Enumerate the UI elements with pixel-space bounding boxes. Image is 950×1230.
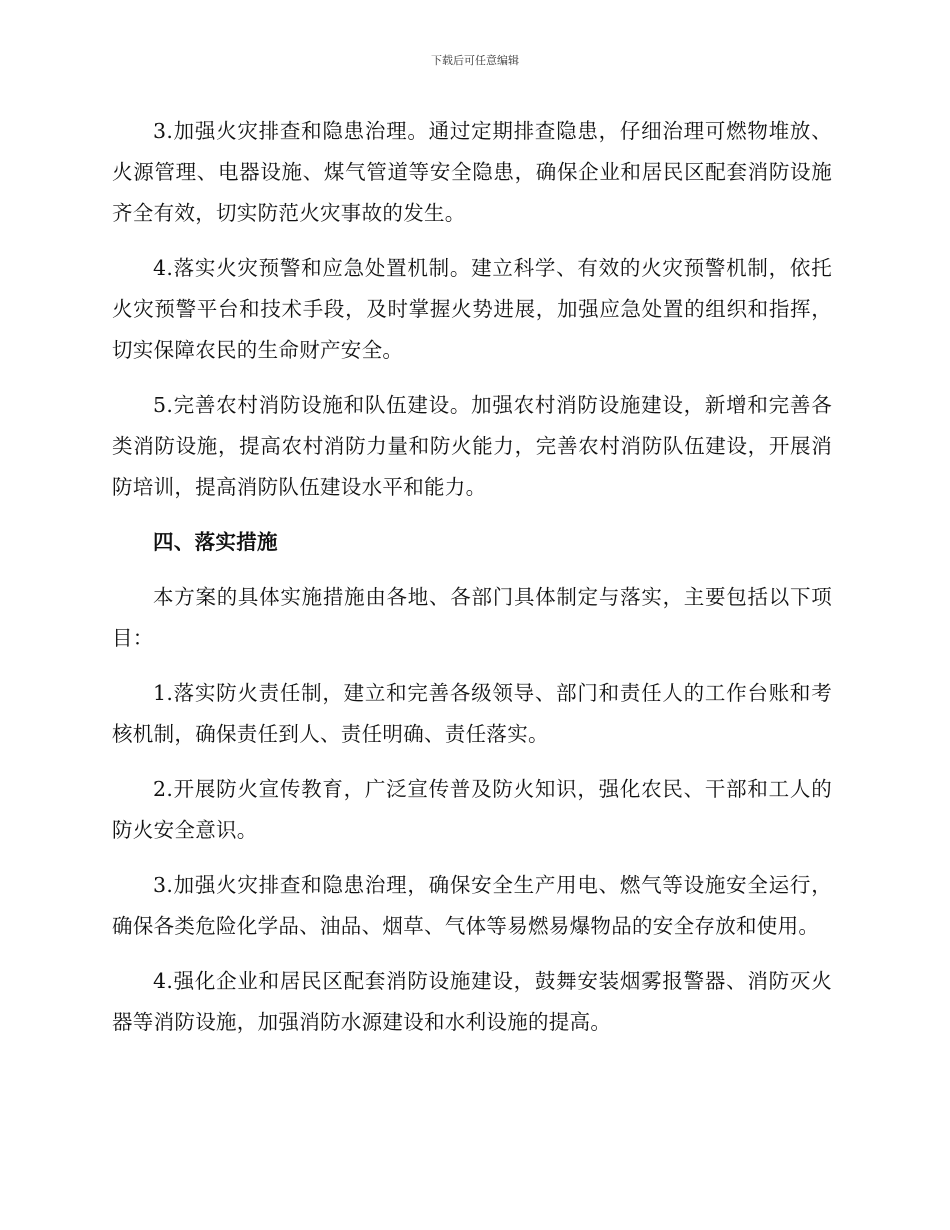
measure-item-4: 4.强化企业和居民区配套消防设施建设，鼓舞安装烟雾报警器、消防灭火器等消防设施，加强消防水源建设和水利设施的提高。 (112, 969, 832, 1034)
document-body (112, 111, 832, 1057)
page-header: 下载后可任意编辑 (431, 54, 519, 67)
measure-item-3: 3.加强火灾排查和隐患治理，确保安全生产用电、燃气等设施安全运行，确保各类危险化学品、油品、烟草、气体等易燃易爆物品的安全存放和使用。 (112, 873, 832, 938)
section-intro: 本方案的具体实施措施由各地、各部门具体制定与落实，主要包括以下项目： (112, 585, 832, 650)
paragraph-item-5: 5.完善农村消防设施和队伍建设。加强农村消防设施建设，新增和完善各类消防设施，提高农村消防力量和防火能力，完善农村消防队伍建设，开展消防培训，提高消防队伍建设水平和能力。 (112, 393, 832, 499)
measure-item-2: 2.开展防火宣传教育，广泛宣传普及防火知识，强化农民、干部和工人的防火安全意识。 (112, 777, 832, 842)
paragraph-item-3: 3.加强火灾排查和隐患治理。通过定期排查隐患，仔细治理可燃物堆放、火源管理、电器设施、煤气管道等安全隐患，确保企业和居民区配套消防设施齐全有效，切实防范火灾事故的发生。 (112, 119, 832, 225)
paragraph-item-4: 4.落实火灾预警和应急处置机制。建立科学、有效的火灾预警机制，依托火灾预警平台和技术手段，及时掌握火势进展，加强应急处置的组织和指挥，切实保障农民的生命财产安全。 (112, 256, 832, 362)
measure-item-1: 1.落实防火责任制，建立和完善各级领导、部门和责任人的工作台账和考核机制，确保责任到人、责任明确、责任落实。 (112, 681, 832, 746)
section-heading: 四、落实措施 (153, 530, 278, 554)
